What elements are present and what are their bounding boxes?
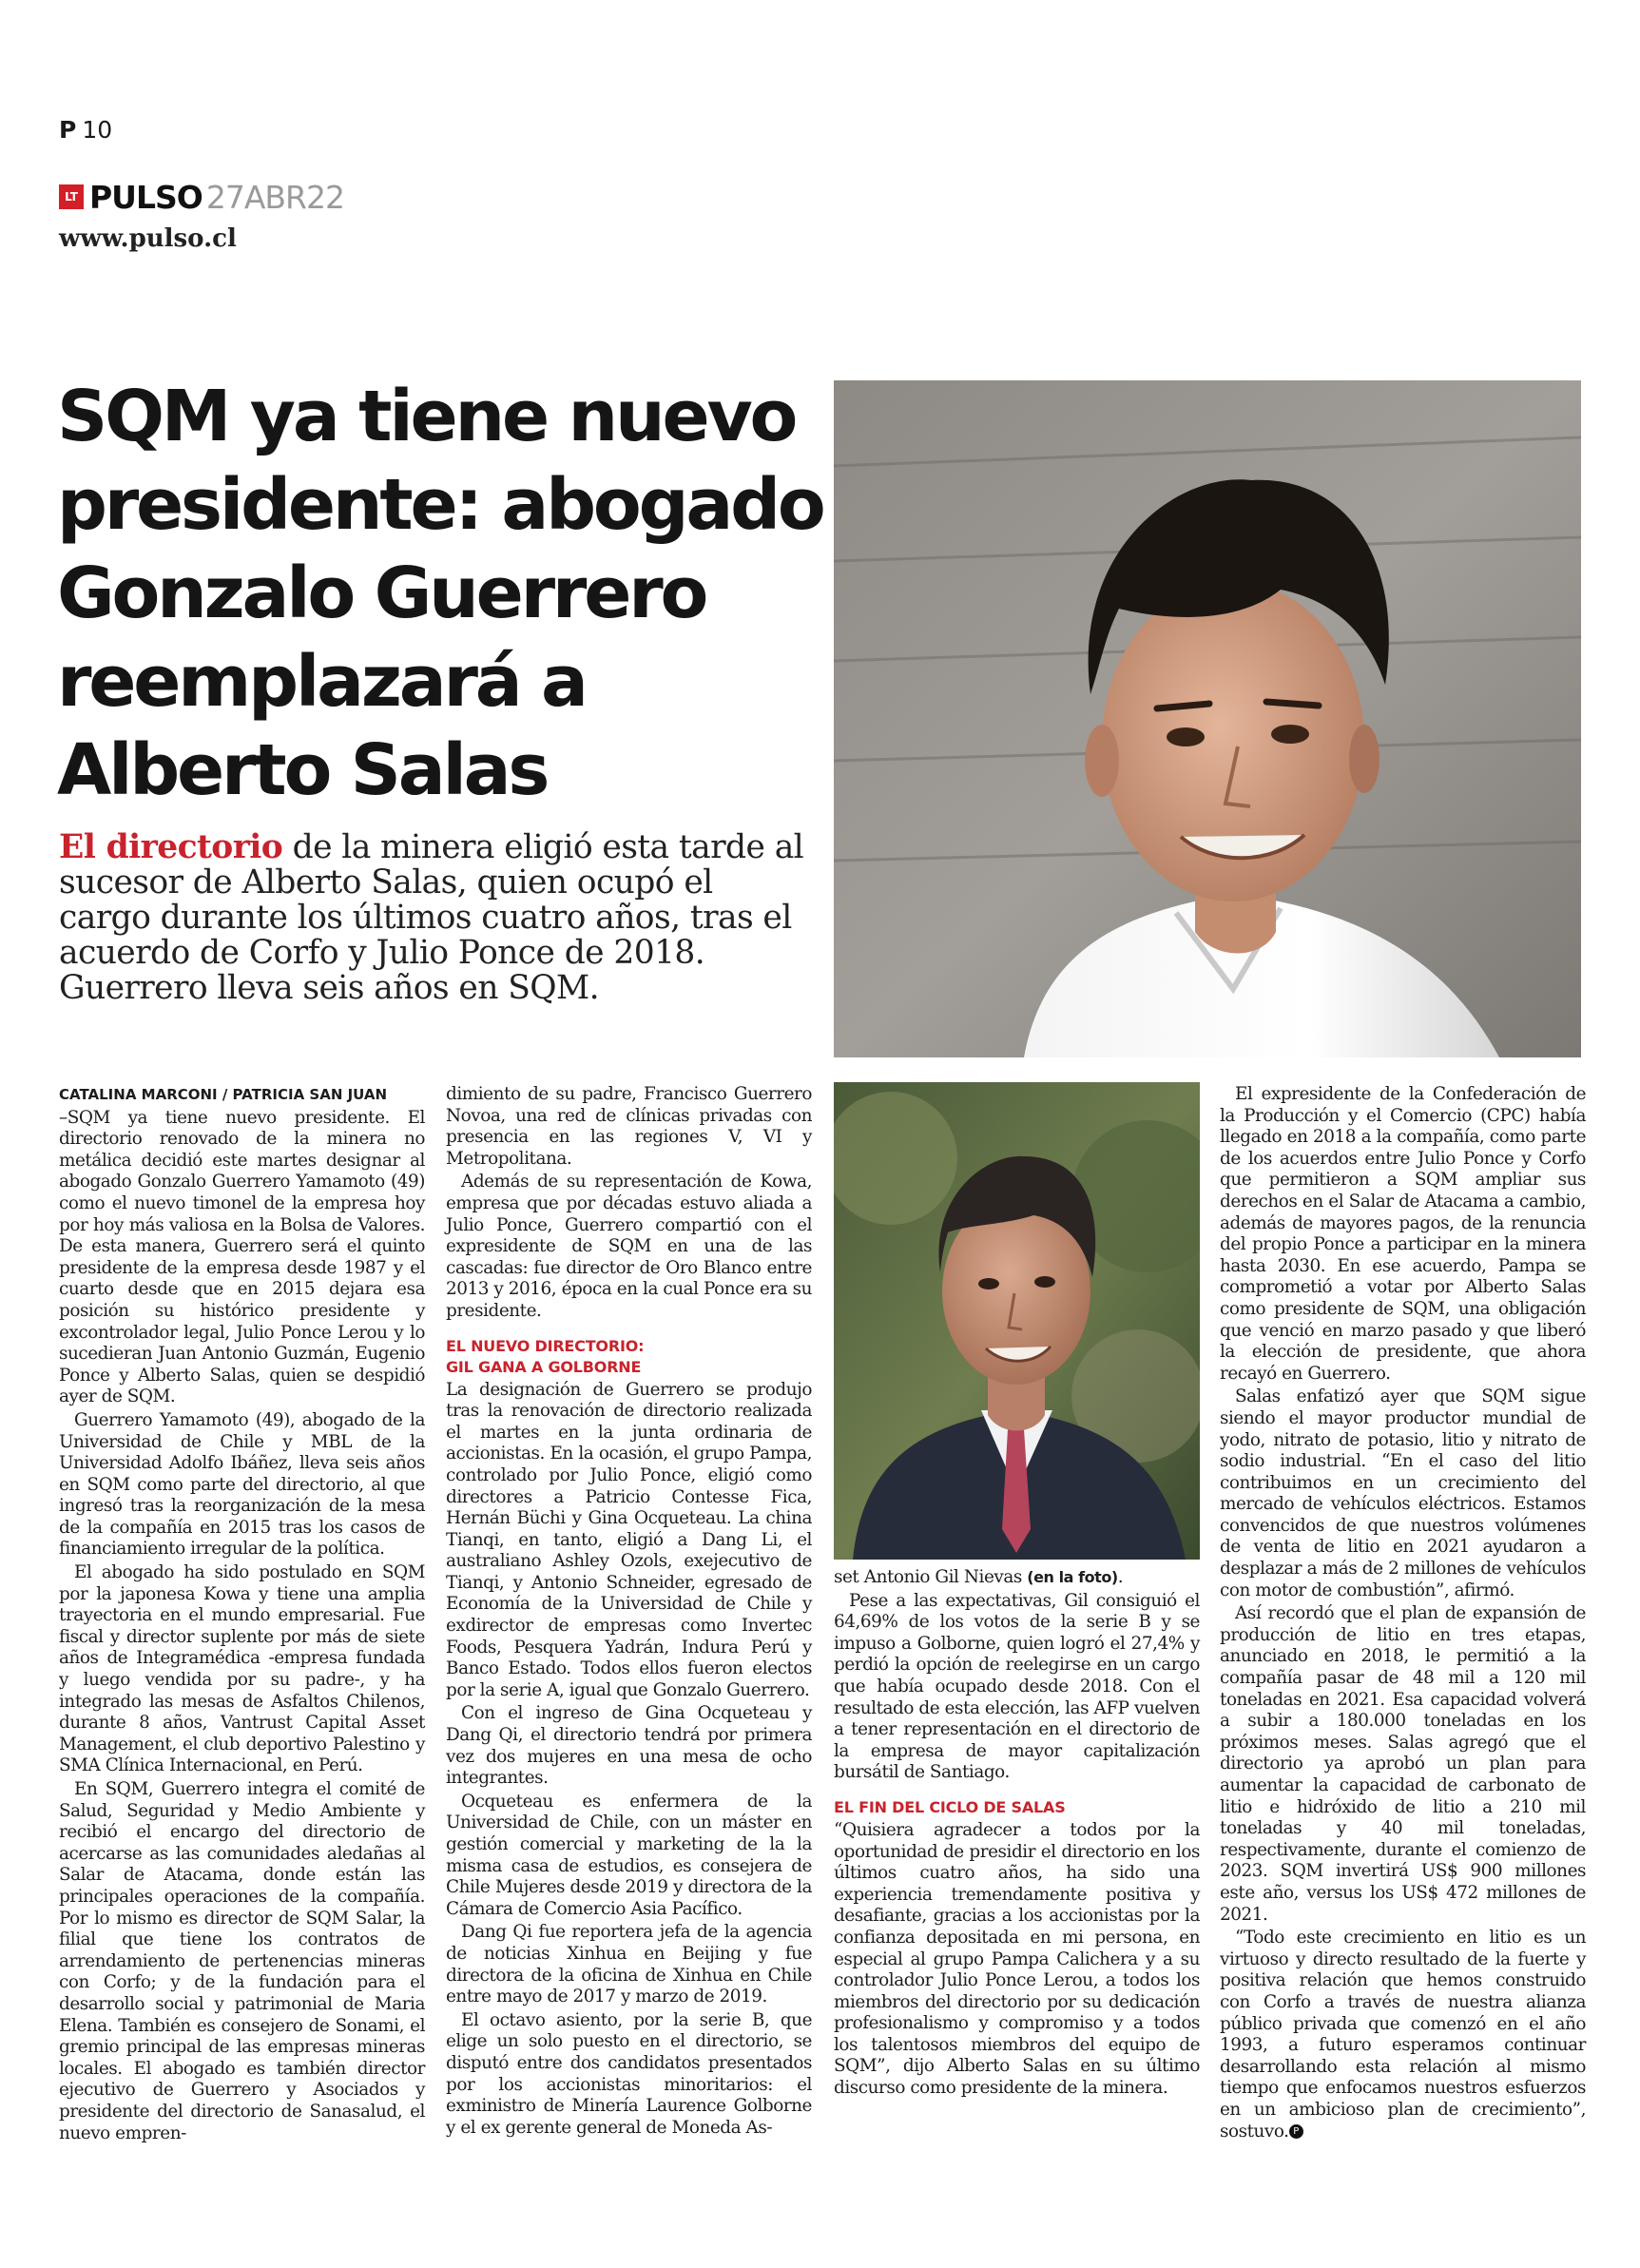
lt-logo: LT xyxy=(59,184,84,209)
article-column-2 xyxy=(446,1084,812,2139)
section-subhead-2: EL FIN DEL CICLO DE SALAS xyxy=(834,1797,1066,1816)
article-column-4 xyxy=(1220,1084,1586,2142)
photo-antonio-gil xyxy=(834,1082,1200,1560)
paragraph: Salas enfatizó ayer que SQM sigue siendo el mayor productor mundial de yodo, nitrato de potasio, litio y nitrato de sodio industrial. “En el caso del litio contribuimos en un crecimiento del mercado de vehículos eléctricos. Estamos convencidos de que nuestros volúmenes de venta de litio en 2021 ayudaron a desplazar a más de 2 millones de vehículos con motor de combustión”, afirmó. xyxy=(1220,1386,1586,1600)
paragraph: Dang Qi fue reportera jefa de la agencia de noticias Xinhua en Beijing y fue directora de la oficina de Xinhua en Chile entre mayo de 2017 y marzo de 2019. xyxy=(446,1922,812,2007)
portrait-illustration xyxy=(834,380,1581,1057)
paragraph: set Antonio Gil Nievas (en la foto). xyxy=(834,1567,1124,1587)
paragraph: Con el ingreso de Gina Ocqueteau y Dang Qi, el directorio tendrá por primera vez dos mujeres en una mesa de ocho integrantes. xyxy=(446,1703,812,1789)
masthead xyxy=(59,179,344,215)
paragraph: El abogado ha sido postulado en SQM por la japonesa Kowa y tiene una amplia trayectoria en el mundo empresarial. Fue fiscal y director suplente por más de siete años de Integramédica -empresa fundada y luego vendida por su padre-, y ha integrado las mesas de Asfaltos Chilenos, durante 8 años, Vantrust Capital Asset Management, el club deportivo Palestino y SMA Clínica Internacional, en Perú. xyxy=(59,1562,425,1776)
site-url[interactable]: www.pulso.cl xyxy=(59,224,237,253)
paragraph: “Todo este crecimiento en litio es un virtuoso y directo resultado de la fuerte y positiva relación que hemos construido con Corfo a través de nuestra alianza público privada que comenzó en el año 1993, a futuro esperamos continuar desarrollando esta relación al mismo tiempo que enfocamos nuestros esfuerzos en un ambicioso plan de crecimiento”, sostuvo. P xyxy=(1220,1928,1586,2142)
paragraph: Pese a las expectativas, Gil consiguió el 64,69% de los votos de la serie B y se impuso a Golborne, quien logró el 27,4% y perdió la opción de reelegirse en un cargo que había ocupado desde 2018. Con el resultado de esta elección, las AFP vuelven a tener representación en el directorio de la empresa de mayor capitalización bursátil de Santiago. xyxy=(834,1590,1200,1783)
page-number: P 10 xyxy=(59,116,113,144)
paragraph: El expresidente de la Confederación de la Producción y el Comercio (CPC) había llegado en 2018 a la compañía, como parte de los acuerdos entre Julio Ponce y Corfo que permitieron a SQM ampliar sus derechos en el Salar de Atacama a cambio, además de mayores pagos, de la renuncia del propio Ponce a participar en la minera hasta 2030. En ese acuerdo, Pampa se comprometió a votar por Alberto Salas como presidente de SQM, una obligación que venció en marzo pasado y que liberó la elección de presidente, que ahora recayó en Guerrero. xyxy=(1220,1084,1586,1384)
paragraph: –SQM ya tiene nuevo presidente. El directorio renovado de la minera no metálica decidió este martes designar al abogado Gonzalo Guerrero Yamamoto (49) como el nuevo timonel de la empresa hoy por hoy más valiosa en la Bolsa de Valores. De esta manera, Guerrero será el quinto presidente de la empresa desde 1987 y el cuarto desde que en 2015 dejara esa posición su histórico presidente y excontrolador legal, Julio Ponce Lerou y lo sucedieran Juan Antonio Guzmán, Eugenio Ponce y Alberto Salas, quien se despidió ayer de SQM. xyxy=(59,1107,425,1407)
paragraph: El octavo asiento, por la serie B, que elige un solo puesto en el directorio, se disputó entre dos candidatos presentados por los accionistas minoritarios: el exministro de Minería Laurence Golborne y el ex gerente general de Moneda As- xyxy=(446,2009,812,2138)
portrait-illustration-2 xyxy=(834,1082,1200,1560)
paragraph: En SQM, Guerrero integra el comité de Salud, Seguridad y Medio Ambiente y recibió el encargo del directorio de acercarse as las comunidades aledañas al Salar de Atacama, donde están las principales operaciones de la compañía. Por lo mismo es director de SQM Salar, la filial que tiene los contratos de arrendamiento de pertenencias mineras con Corfo; y de la fundación para el desarrollo social y patrimonial de Maria Elena. También es consejero de Sonami, el gremio principal de las empresas mineras locales. El abogado es también director ejecutivo de Guerrero y Asociados y presidente del directorio de Sanasalud, el nuevo empren- xyxy=(59,1779,425,2143)
paragraph: La designación de Guerrero se produjo tras la renovación de directorio realizada el martes en la junta ordinaria de accionistas. En la ocasión, el grupo Pampa, controlado por Julio Ponce, eligió como directores a Patricio Contesse Fica, Hernán Büchi y Gina Ocqueteau. La china Tianqi, en tanto, eligió a Dang Li, el australiano Ashley Ozols, exejecutivo de Tianqi, y Antonio Schneider, egresado de Economía de la Universidad de Chile y exdirector de empresas como Invertec Foods, Pesquera Yadrán, Indura Perú y Banco Estado. Todos ellos fueron electos por la serie A, igual que Gonzalo Guerrero. xyxy=(446,1379,812,1700)
headline: SQM ya tiene nuevo presidente: abogado Gonzalo Guerrero reemplazará a Alberto Salas xyxy=(57,376,823,811)
paragraph: Así recordó que el plan de expansión de producción de litio en tres etapas, anunciado en 2018, le permitió a la compañía pasar de 48 mil a 120 mil toneladas en 2021. Esa capacidad volverá a subir a 180.000 toneladas en los próximos meses. Salas agregó que el directorio ya aprobó un plan para aumentar la capacidad de carbonato de litio e hidróxido de litio a 210 mil toneladas y 40 mil toneladas, respectivamente, durante el comienzo de 2023. SQM invertirá US$ 900 millones este año, versus los US$ 472 millones de 2021. xyxy=(1220,1603,1586,1925)
deck-text: de la minera eligió esta tarde al sucesor de Alberto Salas, quien ocupó el cargo durante los últimos cuatro años, tras el acuerdo de Corfo y Julio Ponce de 2018. Guerrero lleva seis años en SQM. xyxy=(59,828,804,1007)
section-subhead-1: EL NUEVO DIRECTORIO: GIL GANA A GOLBORNE xyxy=(446,1336,645,1376)
paragraph: Ocqueteau es enfermera de la Universidad de Chile, con un máster en gestión comercial y marketing de la la misma casa de estudios, es consejera de Chile Mujeres desde 2019 y directora de la Cámara de Comercio Asia Pacífico. xyxy=(446,1791,812,1919)
brand-name: PULSO xyxy=(89,178,203,216)
paragraph: Guerrero Yamamoto (49), abogado de la Universidad de Chile y MBL de la Universidad Adolfo Ibáñez, lleva seis años en SQM como parte del directorio, al que ingresó tras la reorganización de la mesa de la compañía en 2015 tras los casos de financiamiento irregular de la política. xyxy=(59,1409,425,1560)
paragraph: “Quisiera agradecer a todos por la oportunidad de presidir el directorio en los últimos cuatro años, ha sido una experiencia tremendamente positiva y desafiante, gracias a los accionistas por la confianza depositada en mi persona, en especial al grupo Pampa Calichera y a su controlador Julio Ponce Lerou, a todos los miembros del directorio por su dedicación profesionalismo y compromiso y a todos los talentosos miembros del equipo de SQM”, dijo Alberto Salas en su último discurso como presidente de la minera. xyxy=(834,1819,1200,2099)
paragraph: dimiento de su padre, Francisco Guerrero Novoa, una red de clínicas privadas con presencia en las regiones V, VI y Metropolitana. xyxy=(446,1084,812,1169)
end-mark-icon: P xyxy=(1289,2124,1303,2139)
issue-date: 27ABR22 xyxy=(205,178,344,216)
deck-kicker: El directorio xyxy=(59,828,283,866)
deck xyxy=(59,830,810,1006)
article-column-1 xyxy=(59,1084,425,2144)
article-column-3 xyxy=(834,1567,1200,2100)
paragraph: Además de su representación de Kowa, empresa que por décadas estuvo aliada a Julio Ponce, Guerrero compartió con el expresidente de SQM en una de las cascadas: fue director de Oro Blanco entre 2013 y 2016, época en la cual Ponce era su presidente. xyxy=(446,1172,812,1321)
byline: CATALINA MARCONI / PATRICIA SAN JUAN xyxy=(59,1086,388,1103)
photo-gonzalo-guerrero xyxy=(834,380,1581,1057)
